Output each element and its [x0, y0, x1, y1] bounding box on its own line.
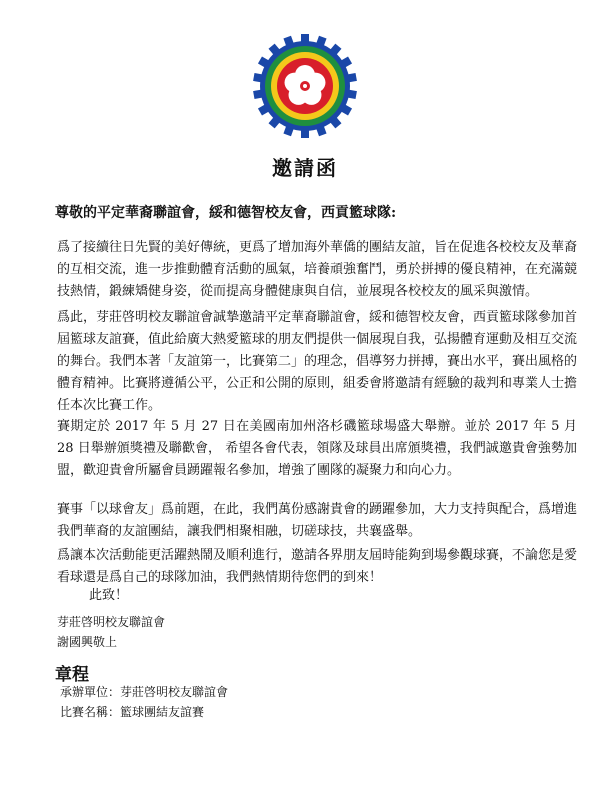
signature-block: [57, 612, 165, 652]
charter-label-organizer: 承辦單位：: [60, 685, 121, 699]
paragraph-2: 爲此，芽莊啓明校友聯誼會誠摯邀請平定華裔聯誼會，綏和德智校友會，西貢籃球隊參加首屆籃球友誼賽，值此給廣大熱愛籃球的朋友們提供一個展現自我，弘揚體育運動及相互交流的舞台。我們本著「友誼第一，比賽第二」的理念，倡導努力拼搏，賽出水平，賽出風格的體育精神。比賽將遵循公平，公正和公開的原則，組委會將邀請有經驗的裁判和專業人士擔任本次比賽工作。: [57, 310, 578, 413]
signature-signer: 謝國興敬上: [57, 635, 118, 649]
paragraph-1: 爲了接續往日先賢的美好傳統，更爲了增加海外華僑的團結友誼，旨在促進各校校友及華裔的互相交流，進一步推動體育活動的風氣，培養頑強奮鬥，勇於拼搏的優良精神，在充滿競技熱情，鍛練矯健身姿，從而提高身體健康與自信，並展現各校校友的風采與激情。: [57, 240, 578, 299]
letter-title: 邀請函: [272, 156, 338, 180]
charter-value-organizer: 芽莊啓明校友聯誼會: [120, 685, 229, 699]
closing-remark: 此致！: [89, 588, 129, 603]
letter-salutation: 尊敬的平定華裔聯誼會，綏和德智校友會，西貢籃球隊:: [55, 205, 397, 221]
charter-row-match-name: [60, 702, 228, 722]
paragraph-3: 賽期定於 2017 年 5 月 27 日在美國南加州洛杉磯籃球場盛大舉辦。並於 2017 年 5 月 28 日舉辦頒獎禮及聯歡會， 希望各會代表，領隊及球員出席頒獎禮，我們誠邀貴會強勢加盟，歡迎貴會所屬會員踴躍報名參加，增強了團隊的凝聚力和向心力。: [57, 419, 577, 478]
paragraph-4: 賽事「以球會友」爲前題，在此，我們萬份感謝貴會的踴躍參加，大力支持與配合，爲增進我們華裔的友誼團結，讓我們相聚相融，切磋球技，共襄盛舉。: [57, 502, 578, 539]
charter-details: [60, 682, 228, 722]
charter-value-match-name: 籃球團結友誼賽: [120, 705, 205, 719]
charter-row-organizer: [60, 682, 228, 702]
charter-heading: 章程: [55, 665, 89, 685]
signature-org: 芽莊啓明校友聯誼會: [57, 615, 166, 629]
charter-label-match-name: 比賽名稱：: [60, 705, 121, 719]
plum-blossom-gear-icon: [252, 33, 358, 139]
paragraph-5: 爲讓本次活動能更活躍熱鬧及順利進行，邀請各界朋友屆時能夠到場參觀球賽，不論您是愛看球還是爲自己的球隊加油，我們熱情期待您們的到來！: [57, 548, 578, 585]
